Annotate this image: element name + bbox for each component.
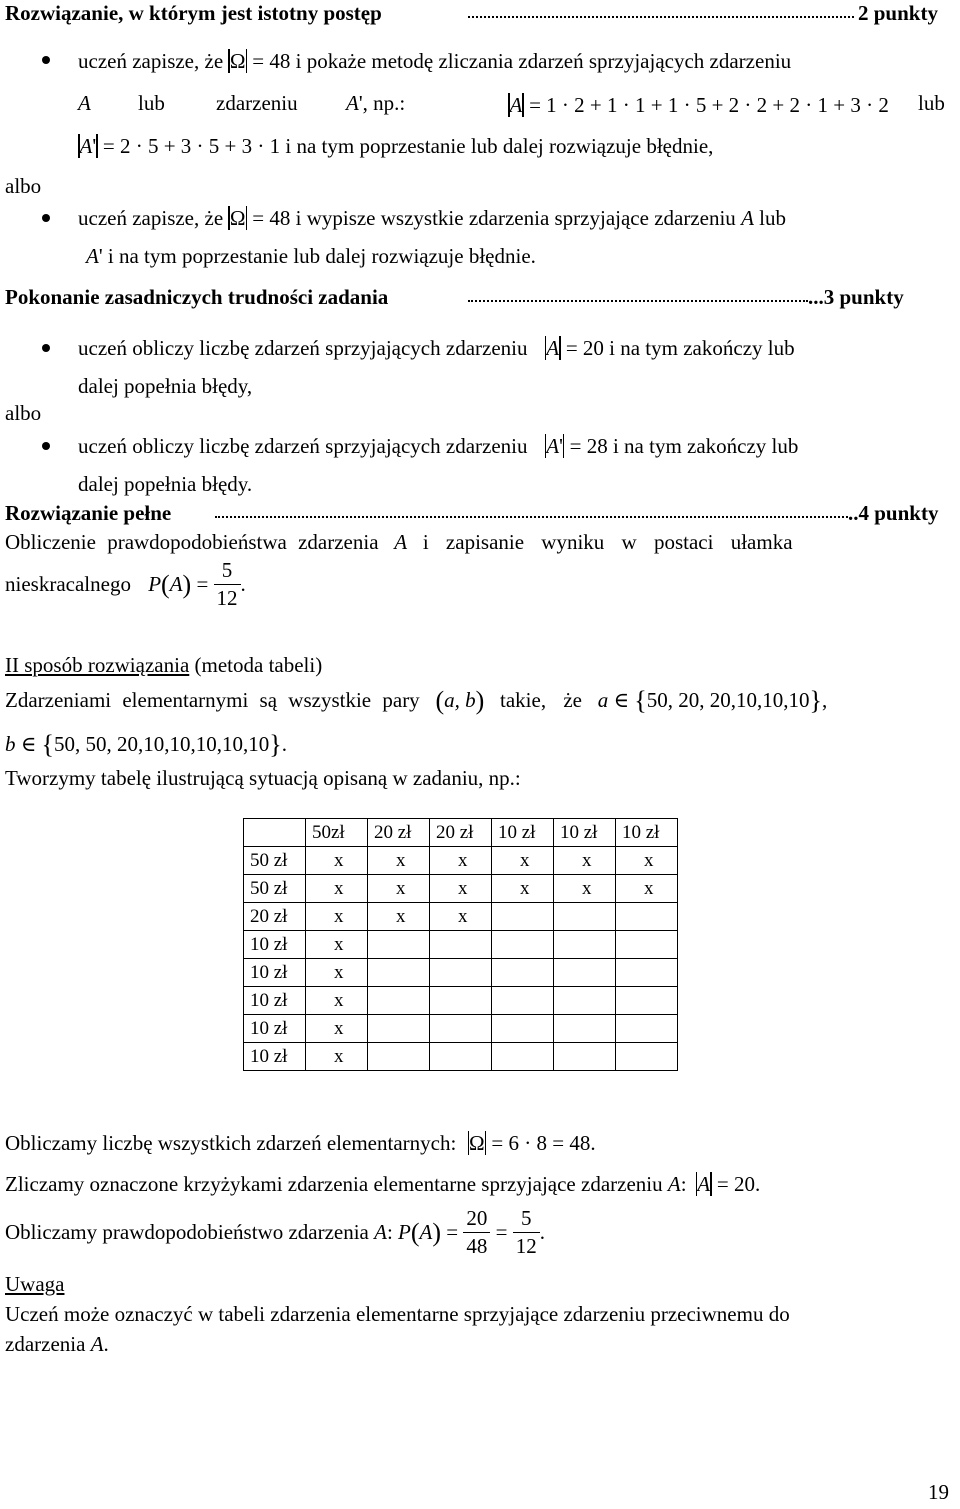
table-row-label: 10 zł xyxy=(244,1043,306,1071)
table-cell xyxy=(554,1015,616,1043)
table-cell xyxy=(492,903,554,931)
method-line-3: Tworzymy tabelę ilustrującą sytuacją opisaną w zadaniu, np.: xyxy=(5,766,521,790)
table-cell xyxy=(368,959,430,987)
table-cell xyxy=(492,1015,554,1043)
full-line-2: nieskracalnego P(A) = $\frac{5}{12}$ . xyxy=(5,558,246,610)
table-row xyxy=(244,1015,678,1043)
table-cell xyxy=(616,987,678,1015)
table-header-cell: 10 zł xyxy=(616,819,678,847)
method-line-1: Zdarzeniami elementarnymi są wszystkie pary (a, b) takie, że a ∈ {50, 20, 20,10,10,10}, xyxy=(5,686,828,715)
note-line-1: Uczeń może oznaczyć w tabeli zdarzenia elementarne sprzyjające zdarzeniu przeciwnemu do xyxy=(5,1302,790,1326)
full-line-1: Obliczenie prawdopodobieństwa zdarzenia A i zapisanie wyniku w postaci ułamka xyxy=(5,530,793,554)
bullet xyxy=(42,214,50,222)
page-number: 19 xyxy=(928,1480,949,1504)
table-cell: x xyxy=(306,903,368,931)
dot-leader xyxy=(468,300,808,302)
table-cell: x xyxy=(368,847,430,875)
table-cell: x xyxy=(430,875,492,903)
bullet xyxy=(42,442,50,450)
points-4: ..4 punkty xyxy=(848,501,939,525)
table-cell: x xyxy=(616,875,678,903)
table-cell xyxy=(368,931,430,959)
table-cell xyxy=(430,959,492,987)
table-cell xyxy=(368,1015,430,1043)
table-header-cell: 10 zł xyxy=(554,819,616,847)
table-row-label: 20 zł xyxy=(244,903,306,931)
table-cell xyxy=(554,1043,616,1071)
table-cell: x xyxy=(306,987,368,1015)
word-albo: albo xyxy=(5,401,42,425)
table-cell: x xyxy=(554,875,616,903)
table-header-cell: 50zł xyxy=(306,819,368,847)
table-row xyxy=(244,903,678,931)
table-cell: x xyxy=(306,931,368,959)
table-header-cell: 20 zł xyxy=(430,819,492,847)
favorable-outcomes-line: Zliczamy oznaczone krzyżykami zdarzenia elementarne sprzyjające zdarzeniu A: A = 20. xyxy=(5,1172,761,1196)
points-3: ...3 punkty xyxy=(808,285,904,309)
table-cell xyxy=(492,931,554,959)
count-a-formula: A = 1 · 2 + 1 · 1 + 1 · 5 + 2 · 2 + 2 · 1 + 3 · 2 xyxy=(509,93,889,117)
table-cell xyxy=(616,1043,678,1071)
section-title-progress: Rozwiązanie, w którym jest istotny postęp xyxy=(5,1,382,25)
table-cell xyxy=(430,987,492,1015)
table-cell xyxy=(554,903,616,931)
table-row xyxy=(244,1043,678,1071)
table-row xyxy=(244,847,678,875)
table-header-row xyxy=(244,819,678,847)
note-heading: Uwaga xyxy=(5,1272,65,1296)
outcome-table xyxy=(243,818,678,1071)
probability-line: Obliczamy prawdopodobieństwo zdarzenia A: P(A) = $\frac{20}{48}$ = $\frac{5}{12}$ . xyxy=(5,1206,545,1258)
table-cell xyxy=(616,1015,678,1043)
event-a: A xyxy=(78,91,91,115)
table-row-label: 10 zł xyxy=(244,987,306,1015)
table-header-cell xyxy=(244,819,306,847)
table-cell xyxy=(430,931,492,959)
table-cell: x xyxy=(430,847,492,875)
table-cell xyxy=(616,931,678,959)
table-row-label: 10 zł xyxy=(244,959,306,987)
points-2: 2 punkty xyxy=(858,1,938,25)
note-line-2: zdarzenia A. xyxy=(5,1332,109,1356)
table-cell xyxy=(554,987,616,1015)
method-line-2: b ∈ {50, 50, 20,10,10,10,10,10}. xyxy=(5,730,288,759)
table-row-label: 10 zł xyxy=(244,1015,306,1043)
criterion-cont: A' i na tym poprzestanie lub dalej rozwiązuje błędnie. xyxy=(86,244,536,268)
dot-leader xyxy=(468,16,854,18)
table-cell xyxy=(554,959,616,987)
table-cell: x xyxy=(306,875,368,903)
table-cell xyxy=(616,903,678,931)
table-cell xyxy=(554,931,616,959)
table-cell: x xyxy=(306,959,368,987)
word-lub-2: lub xyxy=(918,91,945,115)
table-cell: x xyxy=(306,1015,368,1043)
table-cell xyxy=(492,987,554,1015)
table-cell: x xyxy=(492,875,554,903)
bullet xyxy=(42,344,50,352)
criterion-line: uczeń zapisze, że Ω = 48 i wypisze wszystkie zdarzenia sprzyjające zdarzeniu A lub xyxy=(78,206,786,230)
word-lub: lub xyxy=(138,91,165,115)
criterion-line: uczeń obliczy liczbę zdarzeń sprzyjających zdarzeniu A = 20 i na tym zakończy lub xyxy=(78,336,795,360)
table-cell: x xyxy=(430,903,492,931)
table-cell xyxy=(492,959,554,987)
table-cell: x xyxy=(554,847,616,875)
table-header-cell: 20 zł xyxy=(368,819,430,847)
bullet xyxy=(42,56,50,64)
table-cell xyxy=(616,959,678,987)
table-row-label: 10 zł xyxy=(244,931,306,959)
criterion-line: uczeń zapisze, że Ω = 48 i pokaże metodę zliczania zdarzeń sprzyjających zdarzeniu xyxy=(78,49,792,73)
total-outcomes-line: Obliczamy liczbę wszystkich zdarzeń elementarnych: Ω = 6 · 8 = 48. xyxy=(5,1131,596,1155)
table-cell: x xyxy=(306,847,368,875)
criterion-line: uczeń obliczy liczbę zdarzeń sprzyjających zdarzeniu A' = 28 i na tym zakończy lub xyxy=(78,434,799,458)
table-cell: x xyxy=(492,847,554,875)
table-row xyxy=(244,931,678,959)
table-cell xyxy=(430,1015,492,1043)
criterion-cont: dalej popełnia błędy, xyxy=(78,374,253,398)
section-title-difficulties: Pokonanie zasadniczych trudności zadania xyxy=(5,285,389,309)
table-row-label: 50 zł xyxy=(244,847,306,875)
word-zdarzeniu: zdarzeniu xyxy=(216,91,298,115)
dot-leader xyxy=(215,516,848,518)
table-cell xyxy=(368,1043,430,1071)
table-cell: x xyxy=(306,1043,368,1071)
table-cell xyxy=(492,1043,554,1071)
table-row xyxy=(244,875,678,903)
table-row-label: 50 zł xyxy=(244,875,306,903)
criterion-cont: dalej popełnia błędy. xyxy=(78,472,253,496)
table-cell: x xyxy=(368,903,430,931)
table-cell: x xyxy=(616,847,678,875)
word-albo: albo xyxy=(5,174,42,198)
section-title-full: Rozwiązanie pełne xyxy=(5,501,172,525)
method-heading: II sposób rozwiązania (metoda tabeli) xyxy=(5,653,323,677)
table-row xyxy=(244,959,678,987)
table-cell xyxy=(430,1043,492,1071)
event-a-prime-np: A', np.: xyxy=(346,91,406,115)
table-cell xyxy=(368,987,430,1015)
count-a-prime-formula: A' = 2 · 5 + 3 · 5 + 3 · 1 i na tym poprzestanie lub dalej rozwiązuje błędnie, xyxy=(79,134,714,158)
table-cell: x xyxy=(368,875,430,903)
table-row xyxy=(244,987,678,1015)
table-header-cell: 10 zł xyxy=(492,819,554,847)
